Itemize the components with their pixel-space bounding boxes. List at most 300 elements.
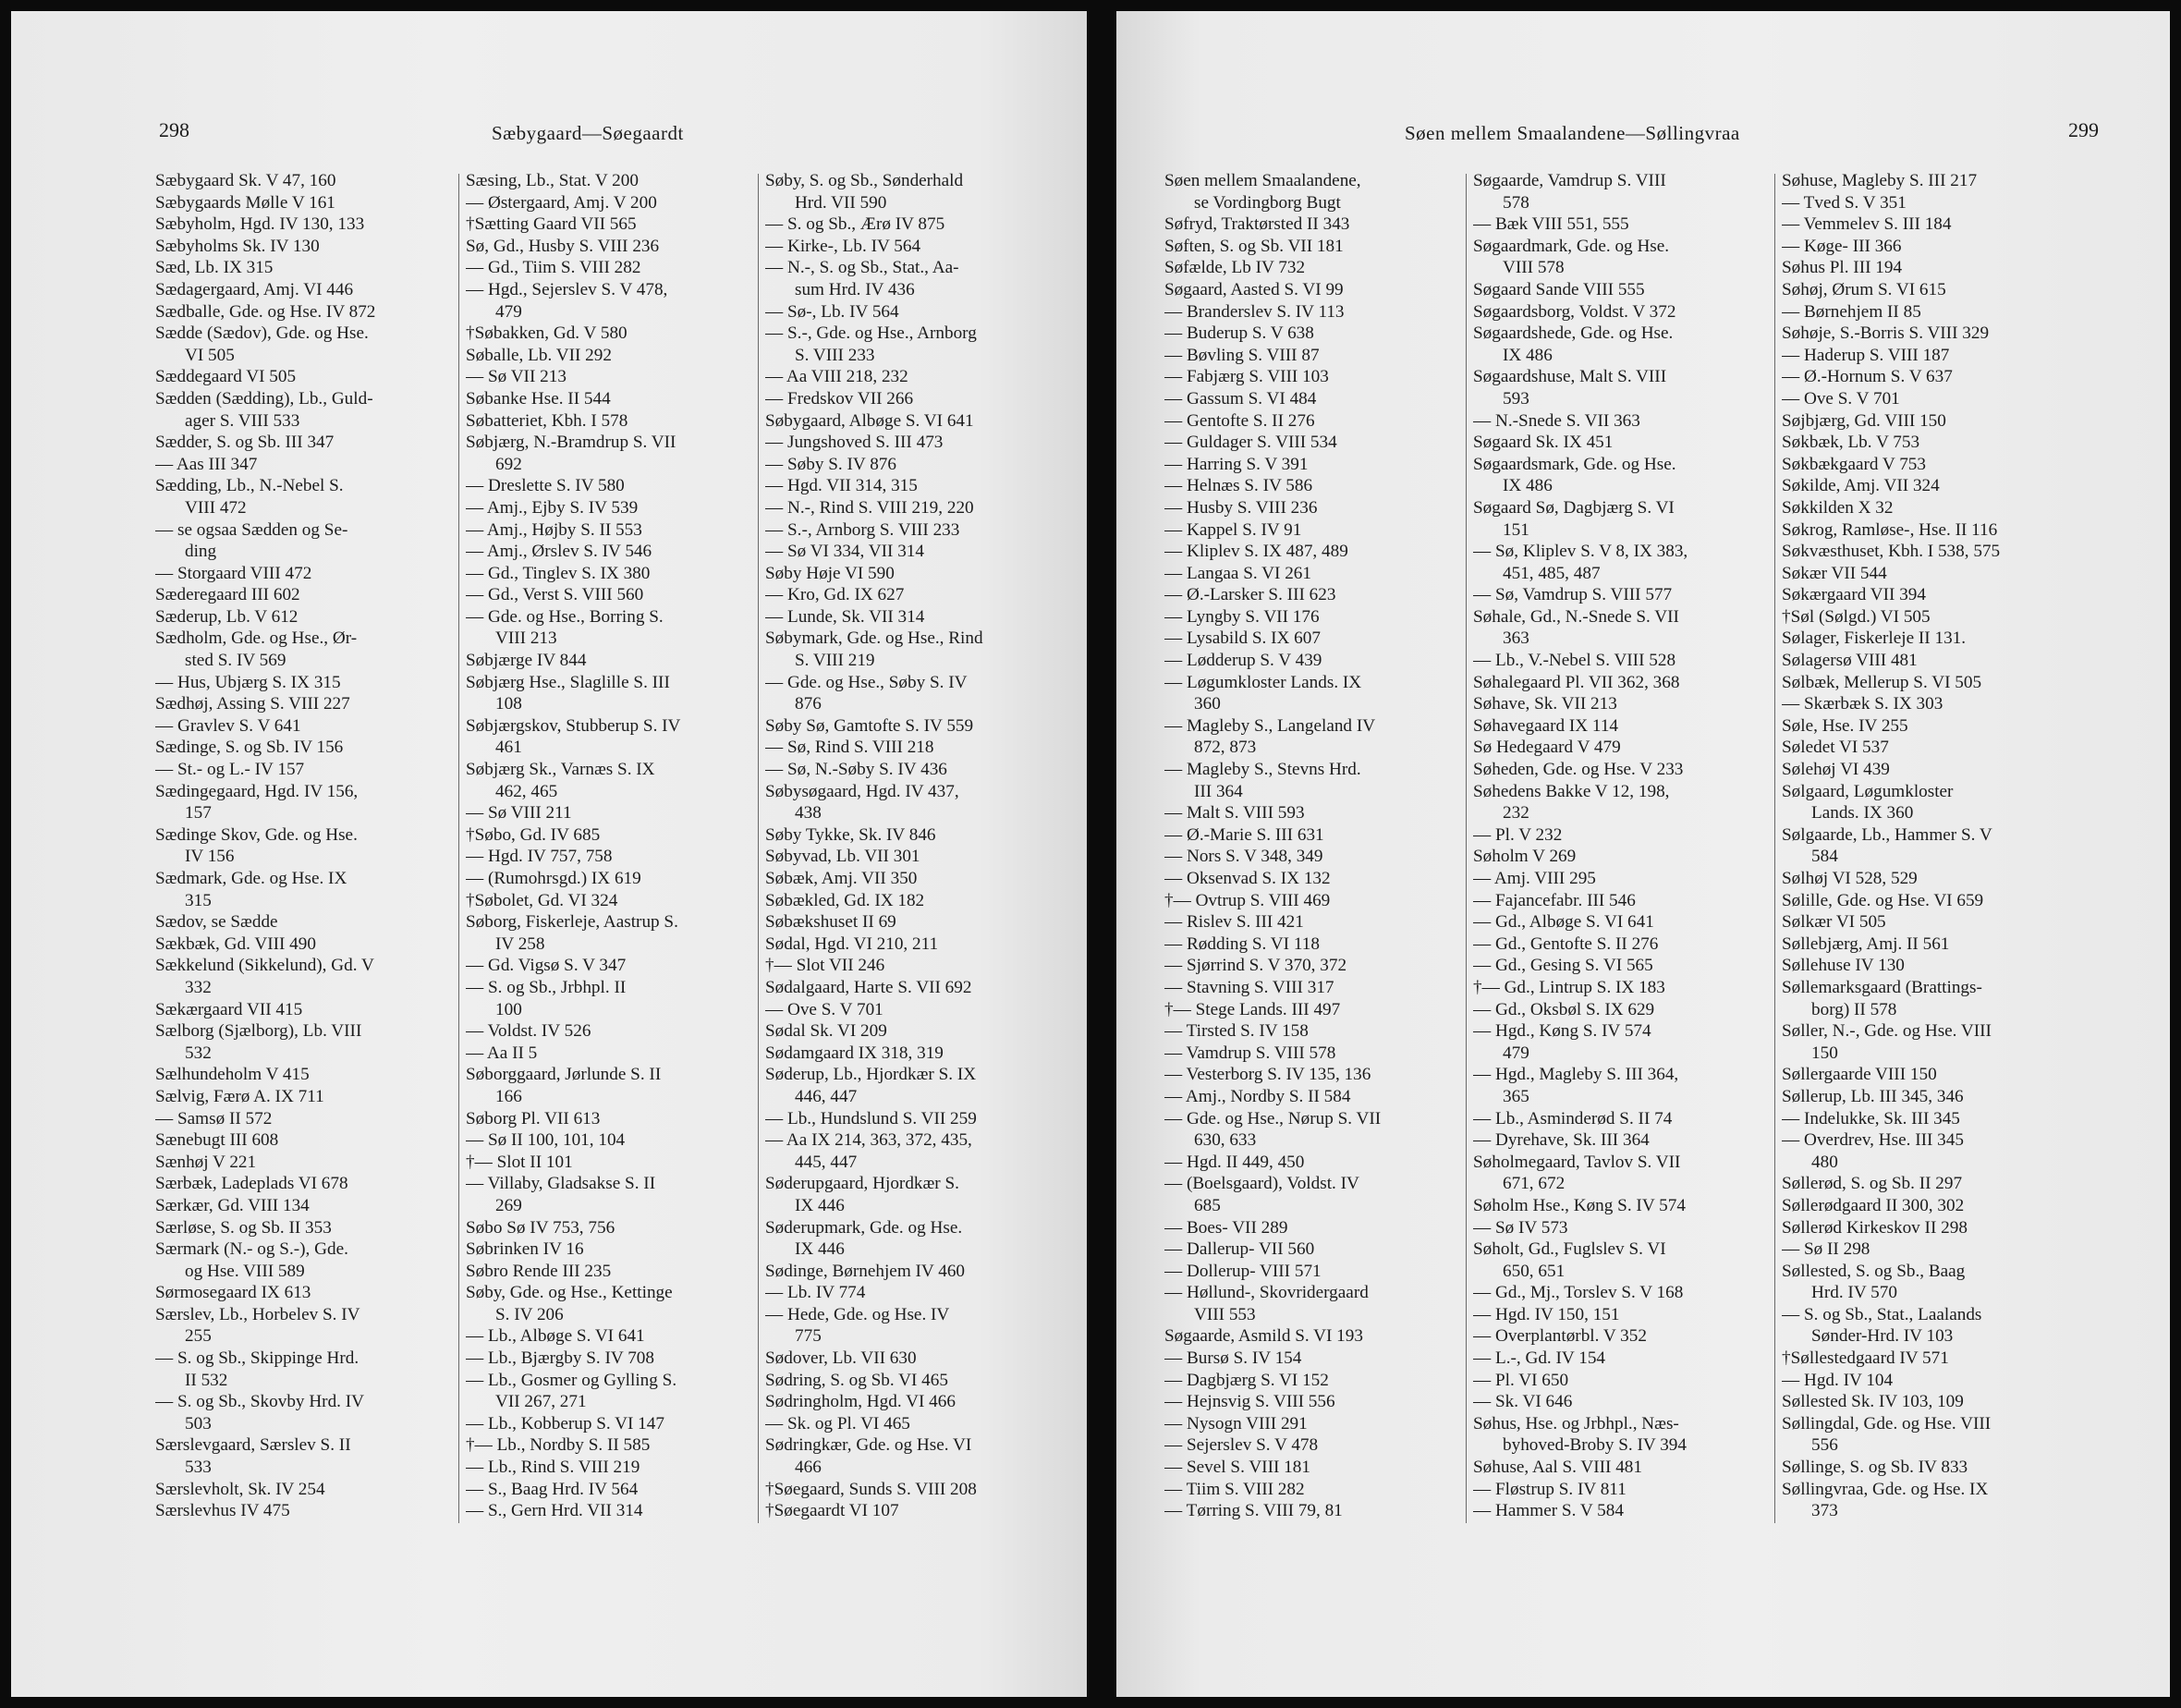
running-head: Søen mellem Smaalandene—Søllingvraa	[1405, 122, 1740, 144]
index-entry-line: 462, 465	[495, 781, 558, 801]
index-entry-line: Søen mellem Smaalandene,	[1164, 171, 1361, 190]
index-entry-line: 593	[1503, 388, 1529, 409]
index-entry-line: Sædhøj, Assing S. VIII 227	[155, 694, 350, 714]
index-entry-line: Sædden (Sædding), Lb., Guld-	[155, 388, 373, 409]
index-entry-line: Søften, S. og Sb. VII 181	[1164, 236, 1344, 256]
index-entry-line: Sænhøj V 221	[155, 1152, 257, 1172]
index-entry-line: — Amj. VIII 295	[1473, 869, 1596, 888]
index-entry-line: — Sø-, Lb. IV 564	[765, 301, 899, 322]
index-entry-line: — Branderslev S. IV 113	[1164, 301, 1345, 322]
index-entry-line: Søhuse, Magleby S. III 217	[1782, 171, 1978, 190]
index-entry-line: Søllingdal, Gde. og Hse. VIII	[1782, 1413, 1992, 1434]
index-entry-line: — Lb., Bjærgby S. IV 708	[466, 1348, 654, 1369]
index-column-1	[155, 170, 453, 1522]
index-entry-line: 578	[1503, 192, 1529, 213]
index-entry-line: Søhuse, Aal S. VIII 481	[1473, 1458, 1642, 1478]
index-entry-line: — S. og Sb., Skippinge Hrd.	[155, 1348, 359, 1369]
index-entry-line: VII 267, 271	[495, 1392, 587, 1412]
index-entry-line: 532	[185, 1043, 212, 1063]
index-entry-line: Søkrog, Ramløse-, Hse. II 116	[1782, 519, 1998, 540]
index-entry-line: Lands. IX 360	[1811, 803, 1914, 824]
index-entry-line: Søllemarksgaard (Brattings-	[1782, 977, 1982, 997]
index-entry-line: Sødinge, Børnehjem IV 460	[765, 1261, 966, 1281]
index-entry-line: †— Lb., Nordby S. II 585	[466, 1435, 651, 1456]
index-entry-line: — Gde. og Hse., Søby S. IV	[765, 672, 968, 692]
index-entry-line: 166	[495, 1086, 522, 1106]
index-entry-line: 775	[795, 1326, 822, 1347]
index-column-1	[1164, 170, 1460, 1522]
index-entry-line: — Gd., Tiim S. VIII 282	[466, 258, 641, 278]
index-entry-line: Sædingegaard, Hgd. IV 156,	[155, 781, 359, 801]
index-entry-line: 373	[1811, 1501, 1838, 1521]
index-entry-line: — Rislev S. III 421	[1164, 912, 1304, 933]
index-entry-line: — (Rumohrsgd.) IX 619	[466, 869, 641, 888]
index-entry-line: — Sevel S. VIII 181	[1164, 1458, 1310, 1478]
index-entry-line: — Dreslette S. IV 580	[466, 476, 625, 496]
index-entry-line: — Hgd., Køng S. IV 574	[1473, 1021, 1651, 1042]
index-entry-line: Søjbjærg, Gd. VIII 150	[1782, 410, 1946, 431]
index-entry-line: — Sø, Kliplev S. V 8, IX 383,	[1473, 542, 1688, 562]
index-entry-line: — Lb., Rind S. VIII 219	[466, 1458, 640, 1478]
index-entry-line: 100	[495, 999, 522, 1019]
index-entry-line: Søderupgaard, Hjordkær S.	[765, 1174, 959, 1194]
index-entry-line: — Magleby S., Langeland IV	[1164, 715, 1376, 736]
index-entry-line: — Sjørrind S. V 370, 372	[1164, 956, 1347, 976]
index-entry-line: Søbo Sø IV 753, 756	[466, 1217, 615, 1238]
index-entry-line: — Løgumkloster Lands. IX	[1164, 672, 1362, 692]
index-entry-line: 363	[1503, 628, 1529, 649]
index-entry-line: Søby, Gde. og Hse., Kettinge	[466, 1283, 673, 1303]
index-entry-line: 650, 651	[1503, 1261, 1566, 1281]
index-entry-line: 150	[1811, 1043, 1838, 1063]
index-entry-line: Sødal, Hgd. VI 210, 211	[765, 933, 939, 954]
index-entry-line: Søheden, Gde. og Hse. V 233	[1473, 760, 1684, 780]
index-entry-line: — Gassum S. VI 484	[1164, 388, 1317, 409]
index-entry-line: Søllested Sk. IV 103, 109	[1782, 1392, 1964, 1412]
index-entry-line: sum Hrd. IV 436	[795, 279, 915, 299]
index-entry-line: Sælvig, Færø A. IX 711	[155, 1086, 324, 1106]
index-entry-line: — Lysabild S. IX 607	[1164, 628, 1321, 649]
index-entry-line: — Gd., Oksbøl S. IX 629	[1473, 999, 1655, 1019]
index-entry-line: — Sø VIII 211	[466, 803, 572, 824]
index-entry-line: — Hgd. IV 757, 758	[466, 847, 613, 867]
index-entry-line: VIII 213	[495, 628, 557, 649]
index-entry-line: sted S. IV 569	[185, 651, 286, 671]
index-entry-line: 671, 672	[1503, 1174, 1566, 1194]
index-entry-line: — Lb. IV 774	[765, 1283, 866, 1303]
index-entry-line: — Lb., V.-Nebel S. VIII 528	[1473, 651, 1676, 671]
index-entry-line: — Jungshoved S. III 473	[765, 433, 944, 453]
index-entry-line: Sædov, se Sædde	[155, 912, 278, 933]
index-entry-line: Søhave, Sk. VII 213	[1473, 694, 1617, 714]
index-entry-line: — Hus, Ubjærg S. IX 315	[155, 672, 341, 692]
index-entry-line: Søgaard Sk. IX 451	[1473, 433, 1614, 453]
index-entry-line: Sædder, S. og Sb. III 347	[155, 433, 335, 453]
index-entry-line: Søbanke Hse. II 544	[466, 388, 611, 409]
index-entry-line: — (Boelsgaard), Voldst. IV	[1164, 1174, 1359, 1194]
index-entry-line: — Dollerup- VIII 571	[1164, 1261, 1322, 1281]
index-entry-line: Søholm V 269	[1473, 847, 1577, 867]
index-entry-line: Sæbygaard Sk. V 47, 160	[155, 171, 336, 190]
index-entry-line: — Tiim S. VIII 282	[1164, 1479, 1305, 1499]
index-entry-line: Særslevholt, Sk. IV 254	[155, 1479, 325, 1499]
index-entry-line: — N.-, S. og Sb., Stat., Aa-	[765, 258, 959, 278]
index-entry-line: 108	[495, 694, 522, 714]
index-entry-line: Søballe, Lb. VII 292	[466, 345, 612, 365]
index-entry-line: — Gravlev S. V 641	[155, 715, 301, 736]
index-entry-line: — Ø.-Hornum S. V 637	[1782, 367, 1953, 387]
index-entry-line: — Gd. Vigsø S. V 347	[466, 956, 627, 976]
column-divider	[458, 174, 459, 1523]
index-entry-line: Søbro Rende III 235	[466, 1261, 612, 1281]
index-entry-line: IX 446	[795, 1239, 845, 1260]
index-entry-line: †Søbolet, Gd. VI 324	[466, 890, 618, 910]
index-entry-line: — Østergaard, Amj. V 200	[466, 192, 657, 213]
index-entry-line: III 364	[1194, 781, 1243, 801]
index-entry-line: 480	[1811, 1152, 1838, 1172]
index-entry-line: — Køge- III 366	[1782, 236, 1902, 256]
index-entry-line: Søllerødgaard II 300, 302	[1782, 1195, 1965, 1215]
index-entry-line: — Hgd. VII 314, 315	[765, 476, 918, 496]
index-entry-line: — Haderup S. VIII 187	[1782, 345, 1950, 365]
index-entry-line: — Nors S. V 348, 349	[1164, 847, 1323, 867]
index-entry-line: Sølhøj VI 528, 529	[1782, 869, 1918, 888]
index-entry-line: — Ove S. V 701	[1782, 388, 1900, 409]
index-entry-line: Søby Tykke, Sk. IV 846	[765, 824, 936, 845]
index-entry-line: — Bæk VIII 551, 555	[1473, 214, 1629, 235]
index-entry-line: Sødringkær, Gde. og Hse. VI	[765, 1435, 972, 1456]
index-entry-line: — Amj., Ejby S. IV 539	[466, 497, 639, 518]
index-entry-line: Sølgaard, Løgumkloster	[1782, 781, 1954, 801]
index-entry-line: ager S. VIII 533	[185, 410, 300, 431]
index-entry-line: — Ø.-Marie S. III 631	[1164, 824, 1324, 845]
index-entry-line: Søby Sø, Gamtofte S. IV 559	[765, 715, 974, 736]
index-column-3	[765, 170, 1061, 1522]
index-entry-line: — S.-, Arnborg S. VIII 233	[765, 519, 960, 540]
index-entry-line: — Kro, Gd. IX 627	[765, 585, 905, 605]
index-entry-line: — Dyrehave, Sk. III 364	[1473, 1130, 1650, 1151]
index-entry-line: Sø, Gd., Husby S. VIII 236	[466, 236, 660, 256]
index-entry-line: — Ove S. V 701	[765, 999, 883, 1019]
index-entry-line: — Vesterborg S. IV 135, 136	[1164, 1065, 1371, 1085]
index-entry-line: II 532	[185, 1370, 228, 1390]
index-entry-line: Søkvæsthuset, Kbh. I 538, 575	[1782, 542, 2001, 562]
index-entry-line: Sødringholm, Hgd. VI 466	[765, 1392, 956, 1412]
index-entry-line: Søhus, Hse. og Jrbhpl., Næs-	[1473, 1413, 1679, 1434]
index-entry-line: — Amj., Højby S. II 553	[466, 519, 642, 540]
index-entry-line: — Pl. VI 650	[1473, 1370, 1569, 1390]
index-entry-line: Søby Høje VI 590	[765, 563, 895, 583]
index-entry-line: — S. og Sb., Stat., Laalands	[1782, 1304, 1982, 1324]
index-entry-line: Søllinge, S. og Sb. IV 833	[1782, 1458, 1968, 1478]
index-entry-line: — Aa VIII 218, 232	[765, 367, 908, 387]
index-entry-line: — Aa IX 214, 363, 372, 435,	[765, 1130, 972, 1151]
index-entry-line: — Storgaard VIII 472	[155, 563, 312, 583]
index-entry-line: Søbjærg, N.-Bramdrup S. VII	[466, 433, 676, 453]
index-entry-line: Søderupmark, Gde. og Hse.	[765, 1217, 963, 1238]
index-entry-line: Sølkær VI 505	[1782, 912, 1886, 933]
page-number: 299	[2068, 118, 2099, 141]
index-entry-line: IV 156	[185, 847, 235, 867]
index-entry-line: — Malt S. VIII 593	[1164, 803, 1305, 824]
index-entry-line: — Hgd. IV 104	[1782, 1370, 1894, 1390]
index-entry-line: 685	[1194, 1195, 1221, 1215]
index-entry-line: Søllehuse IV 130	[1782, 956, 1905, 976]
index-entry-line: Søbjærg Sk., Varnæs S. IX	[466, 760, 655, 780]
index-entry-line: 315	[185, 890, 212, 910]
index-entry-line: Sænebugt III 608	[155, 1130, 279, 1151]
index-entry-line: †— Ovtrup S. VIII 469	[1164, 890, 1331, 910]
index-entry-line: — Sø II 298	[1782, 1239, 1870, 1260]
index-entry-line: Søholmegaard, Tavlov S. VII	[1473, 1152, 1681, 1172]
index-entry-line: †Søbakken, Gd. V 580	[466, 323, 627, 344]
index-entry-line: 232	[1503, 803, 1529, 824]
index-entry-line: — S. og Sb., Jrbhpl. II	[466, 977, 627, 997]
index-entry-line: 872, 873	[1194, 738, 1257, 758]
index-entry-line: Søhedens Bakke V 12, 198,	[1473, 781, 1670, 801]
index-entry-line: †Søl (Sølgd.) VI 505	[1782, 606, 1931, 627]
index-entry-line: 451, 485, 487	[1503, 563, 1601, 583]
index-entry-line: Sølille, Gde. og Hse. VI 659	[1782, 890, 1984, 910]
index-entry-line: — Sejerslev S. V 478	[1164, 1435, 1319, 1456]
index-entry-line: Sørmosegaard IX 613	[155, 1283, 311, 1303]
index-entry-line: — Fløstrup S. IV 811	[1473, 1479, 1627, 1499]
index-entry-line: †— Gd., Lintrup S. IX 183	[1473, 977, 1665, 997]
index-entry-line: 157	[185, 803, 212, 824]
index-entry-line: — S., Gern Hrd. VII 314	[466, 1501, 643, 1521]
index-entry-line: og Hse. VIII 589	[185, 1261, 305, 1281]
index-entry-line: Sæd, Lb. IX 315	[155, 258, 274, 278]
index-entry-line: Sædballe, Gde. og Hse. IV 872	[155, 301, 376, 322]
index-entry-line: Sæbyholms Sk. IV 130	[155, 236, 320, 256]
index-entry-line: †— Slot VII 246	[765, 956, 885, 976]
index-entry-line: — Tirsted S. IV 158	[1164, 1021, 1309, 1042]
index-entry-line: — Sk. VI 646	[1473, 1392, 1573, 1412]
index-entry-line: — Kappel S. IV 91	[1164, 519, 1302, 540]
index-entry-line: Sølbæk, Mellerup S. VI 505	[1782, 672, 1982, 692]
index-entry-line: VIII 553	[1194, 1304, 1256, 1324]
index-entry-line: Søbæk, Amj. VII 350	[765, 869, 918, 888]
index-entry-line: — Samsø II 572	[155, 1108, 273, 1128]
index-entry-line: — Børnehjem II 85	[1782, 301, 1921, 322]
index-entry-line: 445, 447	[795, 1152, 858, 1172]
index-entry-line: — S., Baag Hrd. IV 564	[466, 1479, 639, 1499]
index-entry-line: — Gd., Gesing S. VI 565	[1473, 956, 1653, 976]
index-entry-line: Søgaard, Aasted S. VI 99	[1164, 279, 1344, 299]
index-entry-line: — Tved S. V 351	[1782, 192, 1907, 213]
index-entry-line: IX 446	[795, 1195, 845, 1215]
index-entry-line: Sønder-Hrd. IV 103	[1811, 1326, 1954, 1347]
index-entry-line: — Hede, Gde. og Hse. IV	[765, 1304, 950, 1324]
index-entry-line: ding	[185, 542, 217, 562]
index-entry-line: — Lunde, Sk. VII 314	[765, 606, 925, 627]
index-entry-line: 360	[1194, 694, 1221, 714]
index-entry-line: — Hgd. II 449, 450	[1164, 1152, 1305, 1172]
index-entry-line: Hrd. IV 570	[1811, 1283, 1897, 1303]
index-entry-line: — Lb., Albøge S. VI 641	[466, 1326, 645, 1347]
index-entry-line: — Oksenvad S. IX 132	[1164, 869, 1331, 888]
index-entry-line: — Boes- VII 289	[1164, 1217, 1288, 1238]
index-entry-line: — N.-, Rind S. VIII 219, 220	[765, 497, 974, 518]
index-entry-line: Sækærgaard VII 415	[155, 999, 303, 1019]
index-entry-line: Søller, N.-, Gde. og Hse. VIII	[1782, 1021, 1992, 1042]
index-entry-line: Hrd. VII 590	[795, 192, 887, 213]
index-entry-line: — Amj., Nordby S. II 584	[1164, 1086, 1351, 1106]
index-entry-line: Søholt, Gd., Fuglslev S. VI	[1473, 1239, 1666, 1260]
index-entry-line: Sækbæk, Gd. VIII 490	[155, 933, 316, 954]
index-entry-line: Søhalegaard Pl. VII 362, 368	[1473, 672, 1680, 692]
index-entry-line: 556	[1811, 1435, 1838, 1456]
index-entry-line: byhoved-Broby S. IV 394	[1503, 1435, 1687, 1456]
index-entry-line: Søhøje, S.-Borris S. VIII 329	[1782, 323, 1990, 344]
index-entry-line: Særløse, S. og Sb. II 353	[155, 1217, 332, 1238]
index-entry-line: — Stavning S. VIII 317	[1164, 977, 1334, 997]
index-entry-line: Særslevgaard, Særslev S. II	[155, 1435, 351, 1456]
index-entry-line: Søgaardmark, Gde. og Hse.	[1473, 236, 1670, 256]
index-entry-line: — Sø VI 334, VII 314	[765, 542, 924, 562]
index-entry-line: — Sø II 100, 101, 104	[466, 1130, 626, 1151]
index-entry-line: Søderup, Lb., Hjordkær S. IX	[765, 1065, 977, 1085]
page-number: 298	[159, 118, 189, 141]
index-entry-line: — Dallerup- VII 560	[1164, 1239, 1315, 1260]
index-entry-line: Søkær VII 544	[1782, 563, 1887, 583]
index-entry-line: Søbygaard, Albøge S. VI 641	[765, 410, 974, 431]
index-entry-line: 332	[185, 977, 212, 997]
index-entry-line: — Sø IV 573	[1473, 1217, 1568, 1238]
index-entry-line: 630, 633	[1194, 1130, 1257, 1151]
index-entry-line: — Søby S. IV 876	[765, 454, 896, 474]
index-entry-line: Søle, Hse. IV 255	[1782, 715, 1908, 736]
index-entry-line: Sødamgaard IX 318, 319	[765, 1043, 944, 1063]
index-entry-line: — Sø, Vamdrup S. VIII 577	[1473, 585, 1673, 605]
index-entry-line: — Rødding S. VI 118	[1164, 933, 1320, 954]
index-entry-line: Særkær, Gd. VIII 134	[155, 1195, 310, 1215]
index-entry-line: — Lb., Hundslund S. VII 259	[765, 1108, 977, 1128]
index-entry-line: 438	[795, 803, 822, 824]
index-entry-line: — St.- og L.- IV 157	[155, 760, 305, 780]
index-entry-line: — Hgd., Sejerslev S. V 478,	[466, 279, 668, 299]
index-entry-line: IV 258	[495, 933, 545, 954]
index-entry-line: — Hejnsvig S. VIII 556	[1164, 1392, 1335, 1412]
index-entry-line: Søborg Pl. VII 613	[466, 1108, 601, 1128]
index-entry-line: — Hgd., Magleby S. III 364,	[1473, 1065, 1679, 1085]
running-head: Sæbygaard—Søegaardt	[492, 122, 684, 144]
index-entry-line: Sækkelund (Sikkelund), Gd. V	[155, 956, 374, 976]
index-entry-line: 151	[1503, 519, 1529, 540]
index-entry-line: Søbjærgskov, Stubberup S. IV	[466, 715, 681, 736]
index-entry-line: Sødal Sk. VI 209	[765, 1021, 887, 1042]
index-column-2	[1473, 170, 1769, 1522]
index-entry-line: — Lb., Kobberup S. VI 147	[466, 1413, 664, 1434]
index-entry-line: — Kirke-, Lb. IV 564	[765, 236, 921, 256]
index-entry-line: Sælborg (Sjælborg), Lb. VIII	[155, 1021, 362, 1042]
index-entry-line: Søfælde, Lb IV 732	[1164, 258, 1306, 278]
index-entry-line: — Gd., Tinglev S. IX 380	[466, 563, 651, 583]
index-entry-line: — Sø, Rind S. VIII 218	[765, 738, 934, 758]
index-entry-line: — Aa II 5	[466, 1043, 538, 1063]
index-entry-line: Søgaard Sande VIII 555	[1473, 279, 1645, 299]
column-divider	[1466, 174, 1467, 1523]
index-entry-line: — Harring S. V 391	[1164, 454, 1309, 474]
index-entry-line: — Magleby S., Stevns Hrd.	[1164, 760, 1361, 780]
index-entry-line: — Gd., Gentofte S. II 276	[1473, 933, 1659, 954]
index-entry-line: — Bøvling S. VIII 87	[1164, 345, 1320, 365]
index-entry-line: Søhus Pl. III 194	[1782, 258, 1903, 278]
index-entry-line: Søkbæk, Lb. V 753	[1782, 433, 1920, 453]
index-entry-line: 466	[795, 1458, 822, 1478]
index-entry-line: Søby, S. og Sb., Sønderhald	[765, 171, 964, 190]
index-entry-line: †Sætting Gaard VII 565	[466, 214, 637, 235]
index-entry-line: Sædholm, Gde. og Hse., Ør-	[155, 628, 358, 649]
index-entry-line: 365	[1503, 1086, 1529, 1106]
column-divider	[1774, 174, 1775, 1523]
index-entry-line: 479	[1503, 1043, 1529, 1063]
index-entry-line: — Lyngby S. VII 176	[1164, 606, 1320, 627]
index-entry-line: — Buderup S. V 638	[1164, 323, 1314, 344]
left-page	[11, 11, 1087, 1697]
index-entry-line: †Søbo, Gd. IV 685	[466, 824, 601, 845]
index-entry-line: — S.-, Gde. og Hse., Arnborg	[765, 323, 977, 344]
index-entry-line: Søbjærge IV 844	[466, 651, 587, 671]
index-entry-line: VIII 472	[185, 497, 247, 518]
index-entry-line: Søbækled, Gd. IX 182	[765, 890, 925, 910]
index-entry-line: — Husby S. VIII 236	[1164, 497, 1318, 518]
index-entry-line: — Sø, N.-Søby S. IV 436	[765, 760, 947, 780]
index-entry-line: S. VIII 219	[795, 651, 875, 671]
index-entry-line: — Villaby, Gladsakse S. II	[466, 1174, 656, 1194]
index-entry-line: — Amj., Ørslev S. IV 546	[466, 542, 652, 562]
index-entry-line: †Søllestedgaard IV 571	[1782, 1348, 1949, 1369]
index-entry-line: Særslevhus IV 475	[155, 1501, 290, 1521]
index-entry-line: — Voldst. IV 526	[466, 1021, 591, 1042]
index-entry-line: Søgaardsmark, Gde. og Hse.	[1473, 454, 1676, 474]
index-entry-line: — Indelukke, Sk. III 345	[1782, 1108, 1960, 1128]
index-entry-line: Søkkilden X 32	[1782, 497, 1894, 518]
index-entry-line: — Gd., Verst S. VIII 560	[466, 585, 644, 605]
index-entry-line: Søfryd, Traktørsted II 343	[1164, 214, 1350, 235]
index-entry-line: — Aas III 347	[155, 454, 258, 474]
index-entry-line: — Bursø S. IV 154	[1164, 1348, 1302, 1369]
index-entry-line: Sædinge Skov, Gde. og Hse.	[155, 824, 358, 845]
index-entry-line: 692	[495, 454, 522, 474]
index-entry-line: Søgaardsborg, Voldst. V 372	[1473, 301, 1676, 322]
index-entry-line: S. IV 206	[495, 1304, 564, 1324]
index-entry-line: Søllerød Kirkeskov II 298	[1782, 1217, 1968, 1238]
index-entry-line: Sædinge, S. og Sb. IV 156	[155, 738, 344, 758]
index-entry-line: Søkilde, Amj. VII 324	[1782, 476, 1940, 496]
index-entry-line: †Søegaard, Sunds S. VIII 208	[765, 1479, 977, 1499]
index-entry-line: — Lb., Gosmer og Gylling S.	[466, 1370, 677, 1390]
index-entry-line: — Dagbjærg S. VI 152	[1164, 1370, 1329, 1390]
index-entry-line: — Lødderup S. V 439	[1164, 651, 1322, 671]
index-entry-line: 446, 447	[795, 1086, 858, 1106]
index-entry-line: — Vamdrup S. VIII 578	[1164, 1043, 1336, 1063]
index-entry-line: IX 486	[1503, 345, 1553, 365]
index-entry-line: Sædagergaard, Amj. VI 446	[155, 279, 354, 299]
index-entry-line: Søbysøgaard, Hgd. IV 437,	[765, 781, 959, 801]
index-entry-line: VI 505	[185, 345, 235, 365]
index-entry-line: †— Stege Lands. III 497	[1164, 999, 1341, 1019]
index-entry-line: — Hgd. IV 150, 151	[1473, 1304, 1620, 1324]
index-entry-line: — Lb., Asminderød S. II 74	[1473, 1108, 1673, 1128]
index-entry-line: Sædde (Sædov), Gde. og Hse.	[155, 323, 369, 344]
index-entry-line: †Søegaardt VI 107	[765, 1501, 899, 1521]
index-entry-line: Søllerød, S. og Sb. II 297	[1782, 1174, 1963, 1194]
index-entry-line: Søkbækgaard V 753	[1782, 454, 1926, 474]
index-entry-line: — Fredskov VII 266	[765, 388, 914, 409]
index-entry-line: Sæbyholm, Hgd. IV 130, 133	[155, 214, 365, 235]
index-entry-line: Søbatteriet, Kbh. I 578	[466, 410, 628, 431]
